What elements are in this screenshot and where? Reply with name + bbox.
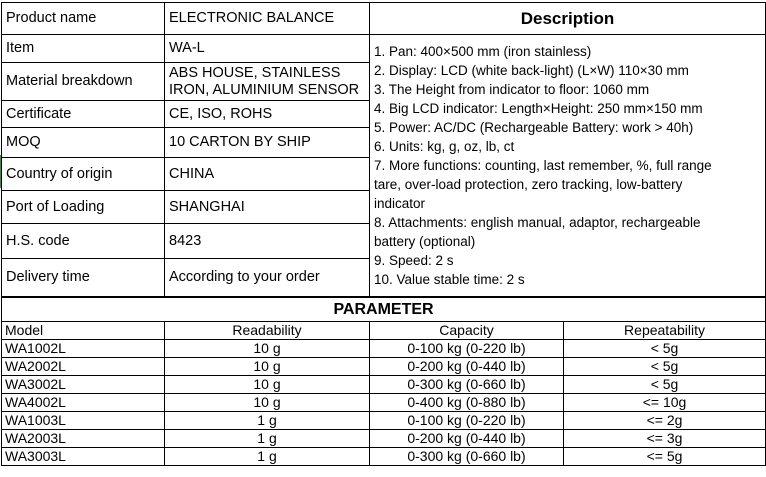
table-row xyxy=(2,340,766,358)
parameter-header-row xyxy=(2,322,766,340)
description-line: 1. Pan: 400×500 mm (iron stainless) xyxy=(374,44,592,59)
info-value: WA-L xyxy=(165,35,370,63)
product-info-table xyxy=(1,2,766,297)
table-row xyxy=(2,394,766,412)
description-line: 9. Speed: 2 s xyxy=(374,253,454,268)
info-value: According to your order xyxy=(165,259,370,297)
parameter-title: PARAMETER xyxy=(2,298,766,322)
cell-repeatability: <= 10g xyxy=(564,394,766,412)
info-value: CHINA xyxy=(165,158,370,191)
description-line: battery (optional) xyxy=(374,234,476,249)
info-label: Country of origin xyxy=(2,158,165,191)
cell-model: WA1003L xyxy=(2,412,165,430)
info-value: SHANGHAI xyxy=(165,191,370,224)
info-label: Material breakdown xyxy=(2,63,165,101)
info-label: H.S. code xyxy=(2,224,165,259)
cell-model: WA4002L xyxy=(2,394,165,412)
table-row xyxy=(2,412,766,430)
description-line: indicator xyxy=(374,196,426,211)
cell-capacity: 0-300 kg (0-660 lb) xyxy=(370,448,564,466)
info-value: 10 CARTON BY SHIP xyxy=(165,128,370,158)
cell-capacity: 0-200 kg (0-440 lb) xyxy=(370,358,564,376)
cell-readability: 10 g xyxy=(165,376,370,394)
cell-capacity: 0-300 kg (0-660 lb) xyxy=(370,376,564,394)
info-value: CE, ISO, ROHS xyxy=(165,101,370,128)
cell-readability: 10 g xyxy=(165,358,370,376)
description-line: 6. Units: kg, g, oz, lb, ct xyxy=(374,139,515,154)
cell-readability: 10 g xyxy=(165,394,370,412)
cell-readability: 1 g xyxy=(165,412,370,430)
cell-model: WA3003L xyxy=(2,448,165,466)
info-label: Certificate xyxy=(2,101,165,128)
description-line: 10. Value stable time: 2 s xyxy=(374,272,525,287)
description-line: 7. More functions: counting, last remember, %, full range xyxy=(374,158,712,173)
header-repeatability: Repeatability xyxy=(564,322,766,340)
description-line: 3. The Height from indicator to floor: 1060 mm xyxy=(374,82,650,97)
cell-capacity: 0-200 kg (0-440 lb) xyxy=(370,430,564,448)
cell-repeatability: < 5g xyxy=(564,340,766,358)
description-line: 5. Power: AC/DC (Rechargeable Battery: work > 40h) xyxy=(374,120,694,135)
cell-repeatability: < 5g xyxy=(564,376,766,394)
cell-model: WA2002L xyxy=(2,358,165,376)
cell-capacity: 0-400 kg (0-880 lb) xyxy=(370,394,564,412)
info-label: Product name xyxy=(2,3,165,35)
cell-repeatability: <= 2g xyxy=(564,412,766,430)
table-row xyxy=(2,376,766,394)
description-title: Description xyxy=(370,3,766,35)
cell-readability: 1 g xyxy=(165,448,370,466)
description-body xyxy=(370,35,766,297)
cell-readability: 10 g xyxy=(165,340,370,358)
header-readability: Readability xyxy=(165,322,370,340)
cell-repeatability: <= 5g xyxy=(564,448,766,466)
description-line: 8. Attachments: english manual, adaptor, rechargeable xyxy=(374,215,701,230)
cell-model: WA2003L xyxy=(2,430,165,448)
table-row xyxy=(2,358,766,376)
info-value: ELECTRONIC BALANCE xyxy=(165,3,370,35)
info-value: 8423 xyxy=(165,224,370,259)
info-label: Delivery time xyxy=(2,259,165,297)
parameter-table xyxy=(1,297,766,466)
cell-repeatability: < 5g xyxy=(564,358,766,376)
table-row xyxy=(2,448,766,466)
cell-model: WA3002L xyxy=(2,376,165,394)
info-label: Port of Loading xyxy=(2,191,165,224)
cell-capacity: 0-100 kg (0-220 lb) xyxy=(370,412,564,430)
description-line: tare, over-load protection, zero tracking, low-battery xyxy=(374,177,683,192)
info-row xyxy=(2,35,766,63)
table-row xyxy=(2,430,766,448)
cell-model: WA1002L xyxy=(2,340,165,358)
info-value: ABS HOUSE, STAINLESS IRON, ALUMINIUM SENSOR xyxy=(165,63,370,101)
description-line: 4. Big LCD indicator: Length×Height: 250 mm×150 mm xyxy=(374,101,703,116)
info-label: Item xyxy=(2,35,165,63)
header-model: Model xyxy=(2,322,165,340)
info-label: MOQ xyxy=(2,128,165,158)
info-row xyxy=(2,3,766,35)
header-capacity: Capacity xyxy=(370,322,564,340)
cell-readability: 1 g xyxy=(165,430,370,448)
cell-repeatability: <= 3g xyxy=(564,430,766,448)
cell-capacity: 0-100 kg (0-220 lb) xyxy=(370,340,564,358)
description-line: 2. Display: LCD (white back-light) (L×W) 110×30 mm xyxy=(374,63,689,78)
